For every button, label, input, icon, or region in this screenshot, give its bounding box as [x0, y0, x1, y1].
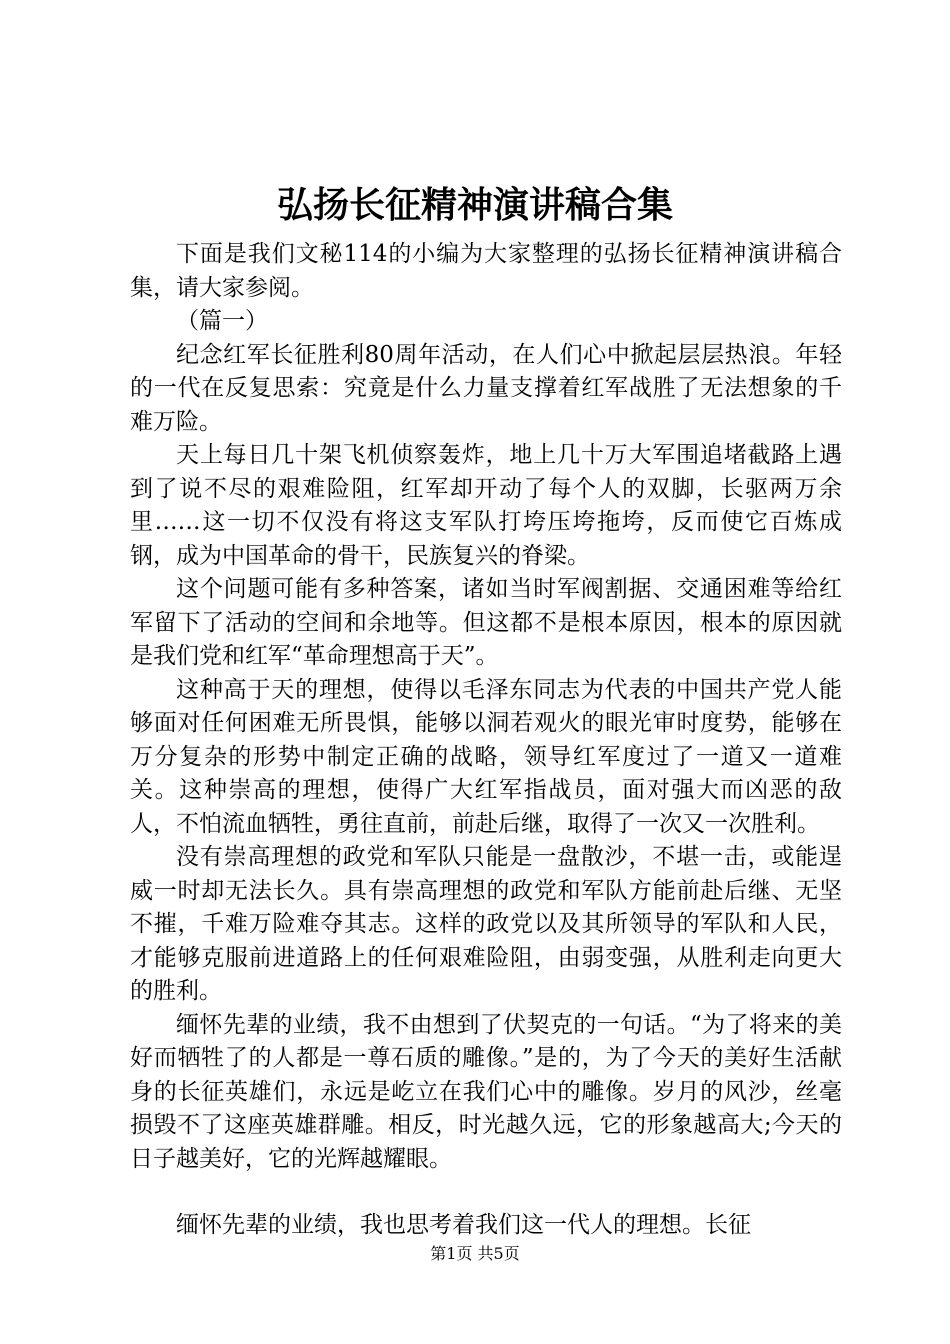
body-paragraph: 天上每日几十架飞机侦察轰炸，地上几十万大军围追堵截路上遇到了说不尽的艰难险阻，红军却开动了每个人的双脚，长驱两万余里……这一切不仅没有将这支军队打垮压垮拖垮，反而使它百炼成钢，成为中国革命的骨干，民族复兴的脊梁。 — [130, 442, 842, 569]
section-heading: （篇一） — [176, 308, 268, 334]
body-paragraph: 纪念红军长征胜利80周年活动，在人们心中掀起层层热浪。年轻的一代在反复思索：究竟是什么力量支撑着红军战胜了无法想象的千难万险。 — [130, 341, 842, 435]
intro-paragraph: 下面是我们文秘114的小编为大家整理的弘扬长征精神演讲稿合集，请大家参阅。 — [130, 241, 842, 301]
document-title: 弘扬长征精神演讲稿合集 — [276, 184, 673, 226]
page-footer: 第1页 共5页 — [430, 1244, 520, 1263]
body-paragraph: 缅怀先辈的业绩，我不由想到了伏契克的一句话。“为了将来的美好而牺牲了的人都是一尊石质的雕像。”是的，为了今天的美好生活献身的长征英雄们，永远是屹立在我们心中的雕像。岁月的风沙，丝毫损毁不了这座英雄群雕。相反，时光越久远，它的形象越高大;今天的日子越美好，它的光辉越耀眼。 — [130, 1011, 842, 1172]
body-paragraph: 缅怀先辈的业绩，我也思考着我们这一代人的理想。长征 — [176, 1212, 751, 1238]
document-body — [130, 238, 842, 1243]
body-paragraph: 没有崇高理想的政党和军队只能是一盘散沙，不堪一击，或能逞威一时却无法长久。具有崇高理想的政党和军队方能前赴后继、无坚不摧，千难万险难夺其志。这样的政党以及其所领导的军队和人民，才能够克服前进道路上的任何艰难险阻，由弱变强，从胜利走向更大的胜利。 — [130, 844, 842, 1004]
body-paragraph: 这个问题可能有多种答案，诸如当时军阀割据、交通困难等给红军留下了活动的空间和余地等。但这都不是根本原因，根本的原因就是我们党和红军“革命理想高于天”。 — [130, 576, 842, 669]
body-paragraph: 这种高于天的理想，使得以毛泽东同志为代表的中国共产党人能够面对任何困难无所畏惧，能够以洞若观火的眼光审时度势，能够在万分复杂的形势中制定正确的战略，领导红军度过了一道又一道难关。这种崇高的理想，使得广大红军指战员，面对强大而凶恶的敌人，不怕流血牺牲，勇往直前，前赴后继，取得了一次又一次胜利。 — [130, 676, 842, 837]
